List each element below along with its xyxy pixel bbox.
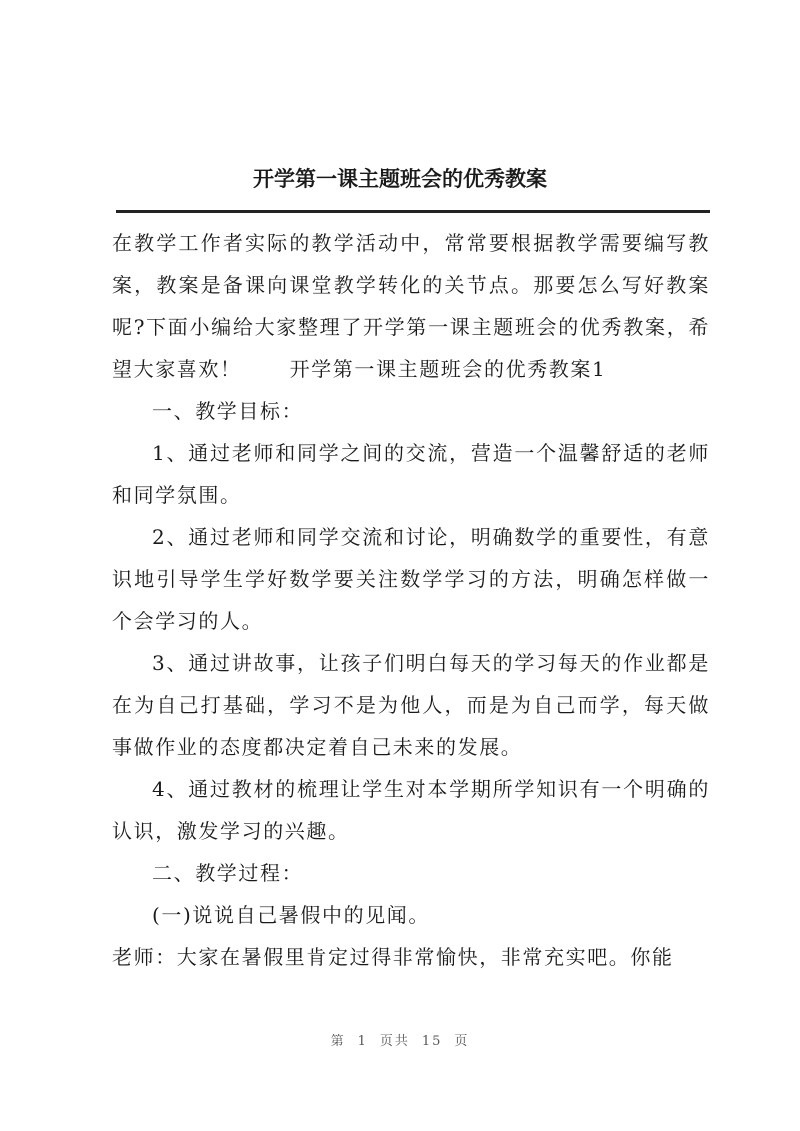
section-heading-inline: 开学第一课主题班会的优秀教案1	[289, 357, 607, 381]
intro-paragraph	[112, 222, 710, 390]
objective-1: 1、通过老师和同学之间的交流，营造一个温馨舒适的老师和同学氛围。	[112, 441, 710, 507]
page-footer	[0, 1030, 800, 1049]
process-heading: 二、教学过程：	[152, 861, 304, 885]
footer-suffix: 页	[454, 1034, 470, 1049]
objective-2: 2、通过老师和同学交流和讨论，明确数学的重要性，有意识地引导学生学好数学要关注数学学习的方法，明确怎样做一个会学习的人。	[112, 525, 710, 633]
title-divider	[116, 210, 710, 213]
objectives-heading: 一、教学目标：	[152, 399, 304, 423]
dialogue-line: 老师：大家在暑假里肯定过得非常愉快，非常充实吧。你能	[112, 945, 674, 969]
footer-prefix: 第	[330, 1034, 346, 1049]
intro-text: 在教学工作者实际的教学活动中，常常要根据教学需要编写教案，教案是备课向课堂教学转化的关节点。那要怎么写好教案呢?下面小编给大家整理了开学第一课主题班会的优秀教案，希望大家喜欢！	[112, 231, 710, 381]
footer-total-pages: 15	[421, 1034, 443, 1049]
objective-3: 3、通过讲故事，让孩子们明白每天的学习每天的作业都是在为自己打基础，学习不是为他人，而是为自己而学，每天做事做作业的态度都决定着自己未来的发展。	[112, 651, 710, 759]
footer-page-number: 1	[357, 1034, 368, 1049]
document-body	[112, 222, 710, 978]
footer-middle: 页共	[379, 1034, 410, 1049]
page-title: 开学第一课主题班会的优秀教案	[253, 167, 547, 191]
process-step-1: (一)说说自己暑假中的见闻。	[152, 903, 431, 927]
objective-4: 4、通过教材的梳理让学生对本学期所学知识有一个明确的认识，激发学习的兴趣。	[112, 777, 710, 843]
